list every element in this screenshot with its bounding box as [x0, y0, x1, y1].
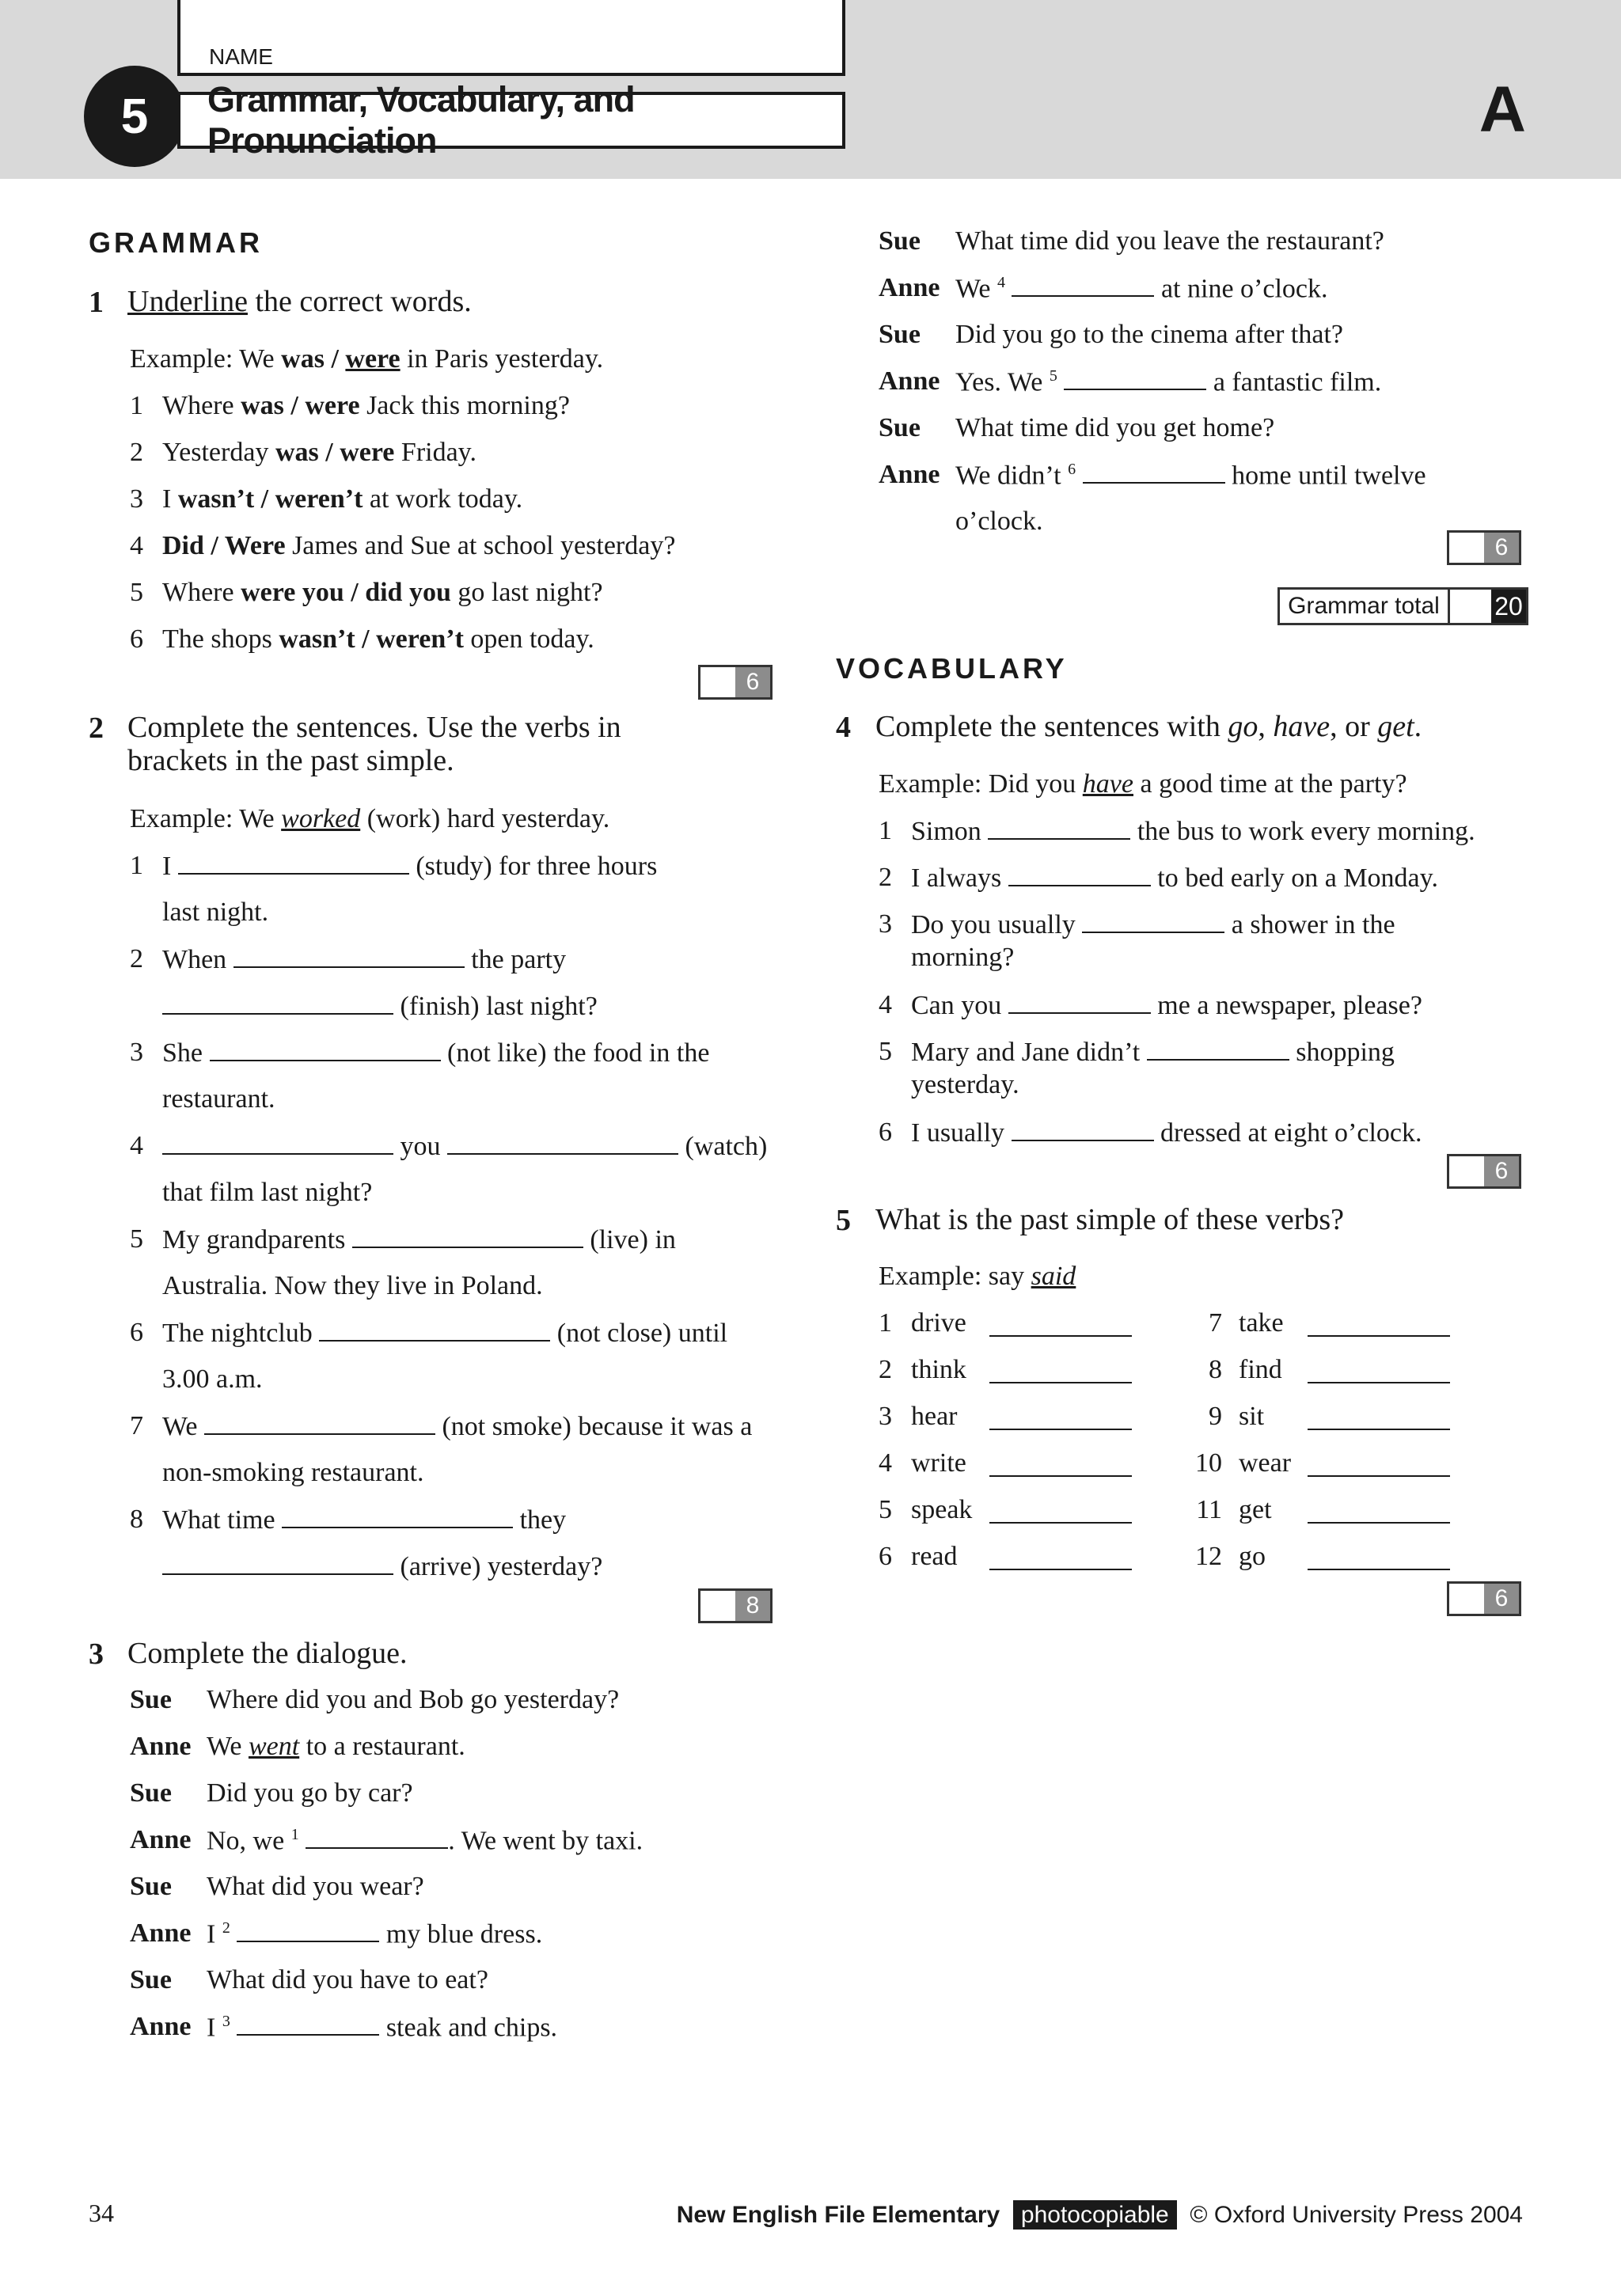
q2-text: non-smoking restaurant.: [162, 1458, 424, 1487]
dialogue-text: No, we: [207, 1826, 291, 1856]
q1-option-a: wasn’t: [177, 484, 255, 514]
test-version: A: [1479, 74, 1526, 146]
answer-blank[interactable]: [1308, 1548, 1450, 1570]
answer-blank[interactable]: [237, 1920, 379, 1942]
q2-text: My grandparents: [162, 1225, 352, 1254]
q4-text: the bus to work every morning.: [1130, 817, 1475, 846]
q2-line: [162, 852, 657, 880]
dialogue-text: Where did you and Bob go yesterday?: [207, 1685, 620, 1714]
q2-text: We: [162, 1412, 204, 1441]
dialogue-text: Yes. We: [955, 367, 1050, 397]
answer-blank[interactable]: [1308, 1315, 1450, 1337]
q2-text: you: [393, 1132, 447, 1161]
q1-item[interactable]: [162, 393, 570, 419]
answer-blank[interactable]: [1308, 1455, 1450, 1477]
dialogue-speaker: Sue: [130, 1685, 172, 1714]
q5-item-number: 4: [879, 1448, 892, 1478]
answer-blank[interactable]: [1082, 911, 1224, 933]
q1-option-separator: /: [254, 484, 275, 514]
dialogue-text: We didn’t: [955, 461, 1069, 491]
q1-option-separator: /: [355, 624, 377, 654]
q5-verb: read: [911, 1542, 958, 1571]
dialogue-speaker: Anne: [130, 2012, 192, 2041]
answer-blank[interactable]: [1308, 1361, 1450, 1383]
answer-blank[interactable]: [352, 1226, 583, 1248]
q1-item-text: Yesterday: [162, 438, 275, 467]
q2-text: (watch): [678, 1132, 768, 1161]
q1-item[interactable]: [162, 439, 476, 466]
q1-item-text: at work today.: [363, 484, 523, 514]
q2-item-number: 8: [130, 1505, 143, 1534]
dialogue-text: What did you have to eat?: [207, 1965, 488, 1994]
q4-text: to bed early on a Monday.: [1150, 863, 1438, 893]
q1-item-text: I: [162, 484, 178, 514]
dialogue-text: What time did you get home?: [955, 413, 1275, 442]
dialogue-speaker: Sue: [130, 1872, 172, 1901]
vocabulary-heading: VOCABULARY: [836, 652, 1068, 685]
q1-option-b: weren’t: [376, 624, 464, 654]
q5-verb: drive: [911, 1308, 966, 1338]
dialogue-speaker: Sue: [130, 1965, 172, 1994]
q5-item-number: 10: [1195, 1448, 1222, 1478]
q5-verb: think: [911, 1355, 966, 1384]
page-number: 34: [89, 2199, 114, 2227]
dialogue-text: steak and chips.: [379, 2013, 558, 2043]
gap-number: 5: [1049, 367, 1057, 385]
answer-blank[interactable]: [989, 1501, 1132, 1524]
dialogue-line: [207, 1920, 542, 1948]
q4-text-cont: morning?: [911, 943, 1015, 972]
q5-item-number: 3: [879, 1402, 892, 1431]
q1-item-number: 5: [130, 578, 143, 607]
dialogue-speaker: Anne: [879, 273, 940, 302]
q5-verb: wear: [1239, 1448, 1292, 1478]
q4-item: [911, 992, 1422, 1019]
q2-text: restaurant.: [162, 1084, 275, 1114]
q1-option-separator: /: [344, 578, 366, 607]
q1-item[interactable]: [162, 533, 675, 560]
answer-blank[interactable]: [210, 1039, 441, 1061]
q2-text: that film last night?: [162, 1178, 373, 1207]
q2-text: they: [513, 1505, 567, 1535]
dialogue-speaker: Sue: [879, 226, 921, 256]
answer-blank[interactable]: [1012, 1119, 1154, 1141]
q1-option-separator: /: [283, 391, 306, 420]
q4-text: shopping: [1289, 1038, 1395, 1067]
q5-item-number: 8: [1209, 1355, 1222, 1384]
answer-blank[interactable]: [989, 1361, 1132, 1383]
answer-blank[interactable]: [988, 818, 1130, 840]
answer-blank[interactable]: [989, 1315, 1132, 1337]
q2-line: [162, 1319, 727, 1347]
answer-blank[interactable]: [204, 1413, 435, 1435]
dialogue-speaker: Anne: [879, 460, 940, 489]
dialogue-line: [955, 415, 1274, 442]
answer-blank[interactable]: [1147, 1038, 1289, 1061]
answer-blank[interactable]: [1308, 1408, 1450, 1430]
q2-line: [162, 1273, 543, 1300]
q2-line: [162, 1413, 752, 1440]
q2-item-number: 3: [130, 1038, 143, 1067]
q2-line: [162, 992, 598, 1020]
dialogue-text: a fantastic film.: [1206, 367, 1382, 397]
q5-verb: take: [1239, 1308, 1284, 1338]
q5-item-number: 6: [879, 1542, 892, 1571]
dialogue-text: my blue dress.: [379, 1919, 543, 1949]
q5-item-number: 1: [879, 1308, 892, 1338]
q4-item: [911, 818, 1475, 845]
q5-score-box: 6: [1447, 1581, 1521, 1616]
q1-option-b: were: [340, 438, 395, 467]
q1-item-text: Where: [162, 391, 241, 420]
dialogue-line: [955, 228, 1384, 255]
page-title: Grammar, Vocabulary, and Pronunciation: [207, 79, 635, 161]
q1-example: Example: We was / were in Paris yesterday.: [130, 344, 604, 374]
q2-line: [162, 1366, 263, 1393]
q5-number: 5: [836, 1204, 851, 1237]
q1-option-b: Were: [224, 531, 286, 560]
q1-item[interactable]: [162, 579, 603, 606]
q5-instruction: What is the past simple of these verbs?: [875, 1203, 1345, 1236]
answer-blank[interactable]: [162, 1553, 393, 1575]
q1-item-text: Where: [162, 578, 241, 607]
q1-item[interactable]: [162, 486, 522, 513]
q1-item-number: 4: [130, 531, 143, 560]
dialogue-line: [207, 1733, 465, 1760]
q4-number: 4: [836, 711, 851, 744]
q2-line: [162, 1133, 767, 1160]
answer-blank[interactable]: [1308, 1501, 1450, 1524]
answer-blank[interactable]: [447, 1133, 678, 1155]
q4-item-number: 3: [879, 909, 892, 939]
dialogue-line: [207, 1780, 413, 1807]
gap-number: 1: [290, 1826, 299, 1843]
dialogue-speaker: Sue: [879, 413, 921, 442]
dialogue-text: . We went by taxi.: [448, 1826, 643, 1856]
q4-text-cont: yesterday.: [911, 1070, 1019, 1099]
q4-item: [911, 911, 1395, 939]
answer-blank[interactable]: [233, 946, 465, 968]
dialogue-line: [955, 461, 1426, 489]
q1-item-number: 6: [130, 624, 143, 654]
gap-number: 4: [997, 274, 1005, 291]
q1-option-separator: /: [203, 531, 225, 560]
dialogue-text: home until twelve: [1224, 461, 1426, 491]
q4-text: I usually: [911, 1118, 1012, 1148]
gap-number: 6: [1068, 461, 1076, 478]
q2-text: 3.00 a.m.: [162, 1364, 263, 1394]
answer-blank[interactable]: [162, 992, 393, 1015]
q1-item[interactable]: [162, 626, 594, 653]
dialogue-example-answer: went: [248, 1732, 300, 1761]
q2-number: 2: [89, 712, 104, 745]
answer-blank[interactable]: [1012, 275, 1154, 297]
answer-blank[interactable]: [306, 1827, 448, 1849]
q4-item-number: 6: [879, 1118, 892, 1147]
dialogue-speaker: Anne: [130, 1825, 192, 1854]
q4-text: me a newspaper, please?: [1150, 991, 1422, 1020]
q1-option-b: were: [305, 391, 360, 420]
q2-item-number: 7: [130, 1411, 143, 1440]
dialogue-line: [207, 1687, 619, 1713]
q2-text: When: [162, 945, 233, 974]
q5-verb: sit: [1239, 1402, 1265, 1431]
answer-blank[interactable]: [282, 1506, 513, 1528]
q4-item: [911, 1038, 1395, 1066]
dialogue-text: at nine o’clock.: [1154, 274, 1328, 304]
q1-item-text: Friday.: [394, 438, 476, 467]
q2-line: [162, 1179, 372, 1206]
q2-line: [162, 899, 268, 926]
grammar-total-box: Grammar total 20: [1277, 587, 1528, 625]
dialogue-line: [207, 1873, 424, 1900]
q2-text: I: [162, 852, 178, 881]
q5-example: Example: say said: [879, 1262, 1076, 1291]
q5-item-number: 2: [879, 1355, 892, 1384]
q2-line: [162, 1459, 424, 1486]
dialogue-speaker: Anne: [879, 366, 940, 396]
q4-example: Example: Did you have a good time at the party?: [879, 769, 1407, 799]
q4-item: [911, 864, 1438, 892]
gap-number: 3: [222, 2013, 230, 2030]
answer-blank[interactable]: [989, 1548, 1132, 1570]
q1-item-number: 3: [130, 484, 143, 514]
q3-score-box: 6: [1447, 530, 1521, 565]
q4-text: Do you usually: [911, 910, 1083, 939]
q2-line: [162, 1226, 676, 1254]
dialogue-speaker: Sue: [130, 1778, 172, 1808]
q2-line: [162, 1553, 602, 1581]
q5-item-number: 9: [1209, 1402, 1222, 1431]
dialogue-text: Did you go to the cinema after that?: [955, 320, 1343, 349]
q2-score-box: 8: [698, 1588, 773, 1623]
q4-item: [911, 1119, 1422, 1147]
q4-item-number: 5: [879, 1037, 892, 1066]
q2-text: (finish) last night?: [393, 992, 598, 1021]
q1-option-a: were you: [241, 578, 344, 607]
dialogue-text: I: [207, 2013, 222, 2043]
q2-item-number: 2: [130, 944, 143, 973]
dialogue-text: What time did you leave the restaurant?: [955, 226, 1384, 256]
q4-text: Mary and Jane didn’t: [911, 1038, 1147, 1067]
dialogue-text: What did you wear?: [207, 1872, 424, 1901]
q5-item-number: 5: [879, 1495, 892, 1524]
dialogue-line: [207, 1827, 643, 1854]
photocopiable-badge: photocopiable: [1013, 2200, 1177, 2230]
q4-item-number: 2: [879, 863, 892, 892]
q1-item-text: Jack this morning?: [359, 391, 570, 420]
q5-item-number: 12: [1195, 1542, 1222, 1571]
dialogue-text: We: [955, 274, 997, 304]
q2-text: (not close) until: [550, 1319, 728, 1348]
answer-blank[interactable]: [1064, 368, 1206, 390]
q2-text: (not smoke) because it was a: [435, 1412, 753, 1441]
q2-text: (arrive) yesterday?: [393, 1552, 603, 1581]
q5-verb: find: [1239, 1355, 1282, 1384]
q5-item-number: 11: [1196, 1495, 1222, 1524]
q2-example: Example: We worked (work) hard yesterday.: [130, 804, 610, 833]
q2-text: the party: [464, 945, 567, 974]
q1-item-text: James and Sue at school yesterday?: [285, 531, 676, 560]
unit-number-badge: 5: [84, 66, 185, 167]
dialogue-line: [207, 2013, 557, 2041]
q3-instruction: Complete the dialogue.: [127, 1637, 408, 1670]
answer-blank[interactable]: [162, 1133, 393, 1155]
q4-text: Can you: [911, 991, 1008, 1020]
q1-option-a: Did: [162, 531, 204, 560]
q3-number: 3: [89, 1638, 104, 1671]
grammar-heading: GRAMMAR: [89, 226, 263, 259]
copyright: © Oxford University Press 2004: [1190, 2202, 1523, 2228]
q1-item-text: go last night?: [450, 578, 603, 607]
q4-text: dressed at eight o’clock.: [1153, 1118, 1422, 1148]
q1-item-text: open today.: [463, 624, 594, 654]
q2-text: (study) for three hours: [408, 852, 658, 881]
q4-item-number: 4: [879, 990, 892, 1019]
answer-blank[interactable]: [989, 1455, 1132, 1477]
dialogue-line: [955, 321, 1343, 348]
dialogue-text: to a restaurant.: [299, 1732, 465, 1761]
q2-instruction: Complete the sentences. Use the verbs in brackets in the past simple.: [127, 711, 621, 777]
q4-instruction: Complete the sentences with go, have, or get.: [875, 710, 1422, 743]
q2-item-number: 6: [130, 1318, 143, 1347]
q1-option-a: was: [275, 438, 319, 467]
q1-item-text: The shops: [162, 624, 279, 654]
q5-verb: speak: [911, 1495, 973, 1524]
q2-item-number: 1: [130, 851, 143, 880]
dialogue-speaker: Anne: [130, 1918, 192, 1948]
q2-line: [162, 1506, 566, 1534]
q2-text: Australia. Now they live in Poland.: [162, 1271, 543, 1300]
dialogue-text: I: [207, 1919, 222, 1949]
page-title-box: [177, 79, 845, 161]
dialogue-line: [955, 368, 1381, 396]
q1-option-b: did you: [365, 578, 451, 607]
q4-text: Simon: [911, 817, 989, 846]
dialogue-line: [955, 275, 1328, 302]
name-field[interactable]: [177, 0, 845, 76]
dialogue-speaker: Anne: [130, 1732, 192, 1761]
q1-instruction: Underline the correct words.: [127, 285, 472, 318]
dialogue-text: Did you go by car?: [207, 1778, 413, 1808]
dialogue-line: [955, 508, 1042, 535]
q5-verb: go: [1239, 1542, 1266, 1571]
footer-credit: [677, 2202, 1523, 2229]
name-label: NAME: [209, 44, 273, 69]
q5-item-number: 7: [1209, 1308, 1222, 1338]
answer-blank[interactable]: [1008, 864, 1151, 886]
answer-blank[interactable]: [178, 852, 409, 875]
q1-number: 1: [89, 286, 104, 319]
q5-verb: get: [1239, 1495, 1272, 1524]
q1-score-box: 6: [698, 665, 773, 700]
q2-text: She: [162, 1038, 210, 1068]
q5-verb: write: [911, 1448, 966, 1478]
q4-text: I always: [911, 863, 1008, 893]
q1-item-number: 2: [130, 438, 143, 467]
answer-blank[interactable]: [989, 1408, 1132, 1430]
answer-blank[interactable]: [319, 1319, 550, 1342]
answer-blank[interactable]: [1008, 992, 1151, 1014]
q4-score-box: 6: [1447, 1154, 1521, 1189]
q2-text: The nightclub: [162, 1319, 320, 1348]
dialogue-text: o’clock.: [955, 507, 1043, 536]
q2-text: (live) in: [583, 1225, 676, 1254]
q1-option-a: was: [241, 391, 284, 420]
q1-option-separator: /: [318, 438, 340, 467]
q1-item-number: 1: [130, 391, 143, 420]
book-title: New English File Elementary: [676, 2202, 1000, 2228]
q2-text: last night.: [162, 898, 269, 927]
q4-item-number: 1: [879, 816, 892, 845]
dialogue-line: [207, 1967, 488, 1994]
q2-item-number: 4: [130, 1131, 143, 1160]
dialogue-speaker: Sue: [879, 320, 921, 349]
answer-blank[interactable]: [237, 2013, 379, 2036]
q2-text: (not like) the food in the: [440, 1038, 710, 1068]
q2-line: [162, 1086, 275, 1113]
q1-option-a: wasn’t: [279, 624, 355, 654]
q1-option-b: weren’t: [275, 484, 363, 514]
q2-text: What time: [162, 1505, 283, 1535]
q2-line: [162, 1039, 709, 1067]
q5-verb: hear: [911, 1402, 958, 1431]
q4-text: a shower in the: [1224, 910, 1395, 939]
gap-number: 2: [222, 1919, 230, 1937]
q2-line: [162, 946, 566, 973]
answer-blank[interactable]: [1083, 461, 1225, 484]
dialogue-text: We: [207, 1732, 249, 1761]
q2-item-number: 5: [130, 1224, 143, 1254]
